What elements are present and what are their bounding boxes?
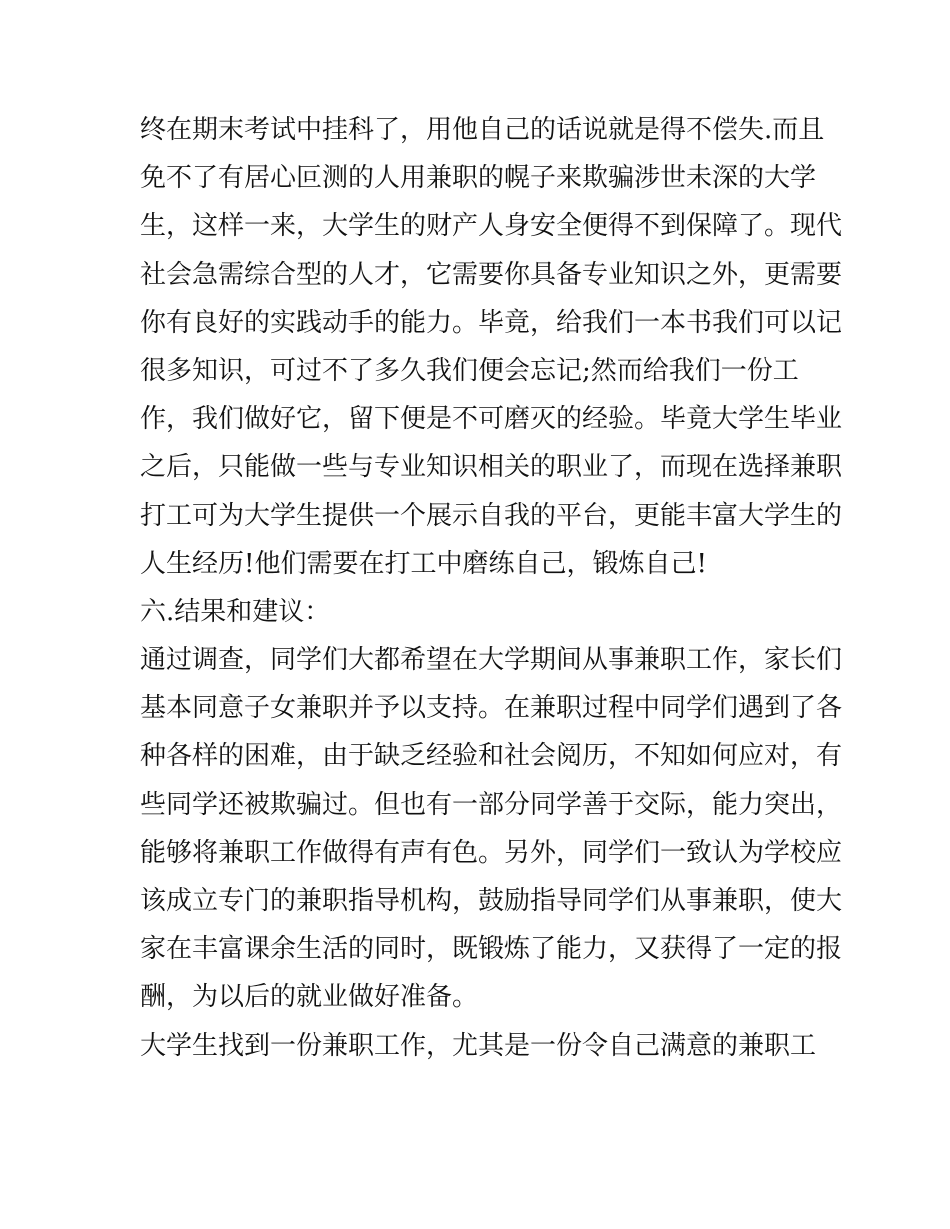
section-heading: 六.结果和建议： xyxy=(140,596,331,627)
text-line: 打工可为大学生提供一个展示自我的平台，更能丰富大学生的 xyxy=(140,500,843,531)
text-line: 终在期末考试中挂科了，用他自己的话说就是得不偿失.而且 xyxy=(140,115,825,145)
body-text xyxy=(140,106,843,1070)
text-line: 之后，只能做一些与专业知识相关的职业了，而现在选择兼职 xyxy=(140,452,843,483)
text-line: 生，这样一来，大学生的财产人身安全便得不到保障了。现代 xyxy=(140,211,843,242)
text-line: 免不了有居心叵测的人用兼职的幌子来欺骗涉世未深的大学 xyxy=(140,163,817,194)
text-line: 基本同意子女兼职并予以支持。在兼职过程中同学们遇到了各 xyxy=(140,693,843,724)
text-line: 社会急需综合型的人才，它需要你具备专业知识之外，更需要 xyxy=(140,259,843,290)
text-line: 酬，为以后的就业做好准备。 xyxy=(140,982,479,1013)
text-line: 该成立专门的兼职指导机构，鼓励指导同学们从事兼职，使大 xyxy=(140,886,843,916)
text-line: 大学生找到一份兼职工作，尤其是一份令自己满意的兼职工 xyxy=(140,1030,817,1061)
text-line: 人生经历!他们需要在打工中磨练自己，锻炼自己! xyxy=(140,548,707,579)
text-line: 很多知识，可过不了多久我们便会忘记;然而给我们一份工 xyxy=(140,355,799,386)
text-line: 种各样的困难，由于缺乏经验和社会阅历，不知如何应对，有 xyxy=(140,741,843,772)
text-line: 能够将兼职工作做得有声有色。另外，同学们一致认为学校应 xyxy=(140,837,843,868)
text-line: 家在丰富课余生活的同时，既锻炼了能力，又获得了一定的报 xyxy=(140,934,843,965)
text-line: 你有良好的实践动手的能力。毕竟，给我们一本书我们可以记 xyxy=(140,307,843,338)
text-line: 作，我们做好它，留下便是不可磨灭的经验。毕竟大学生毕业 xyxy=(140,404,843,435)
text-line: 通过调查，同学们大都希望在大学期间从事兼职工作，家长们 xyxy=(140,645,843,676)
text-line: 些同学还被欺骗过。但也有一部分同学善于交际，能力突出， xyxy=(140,789,843,820)
